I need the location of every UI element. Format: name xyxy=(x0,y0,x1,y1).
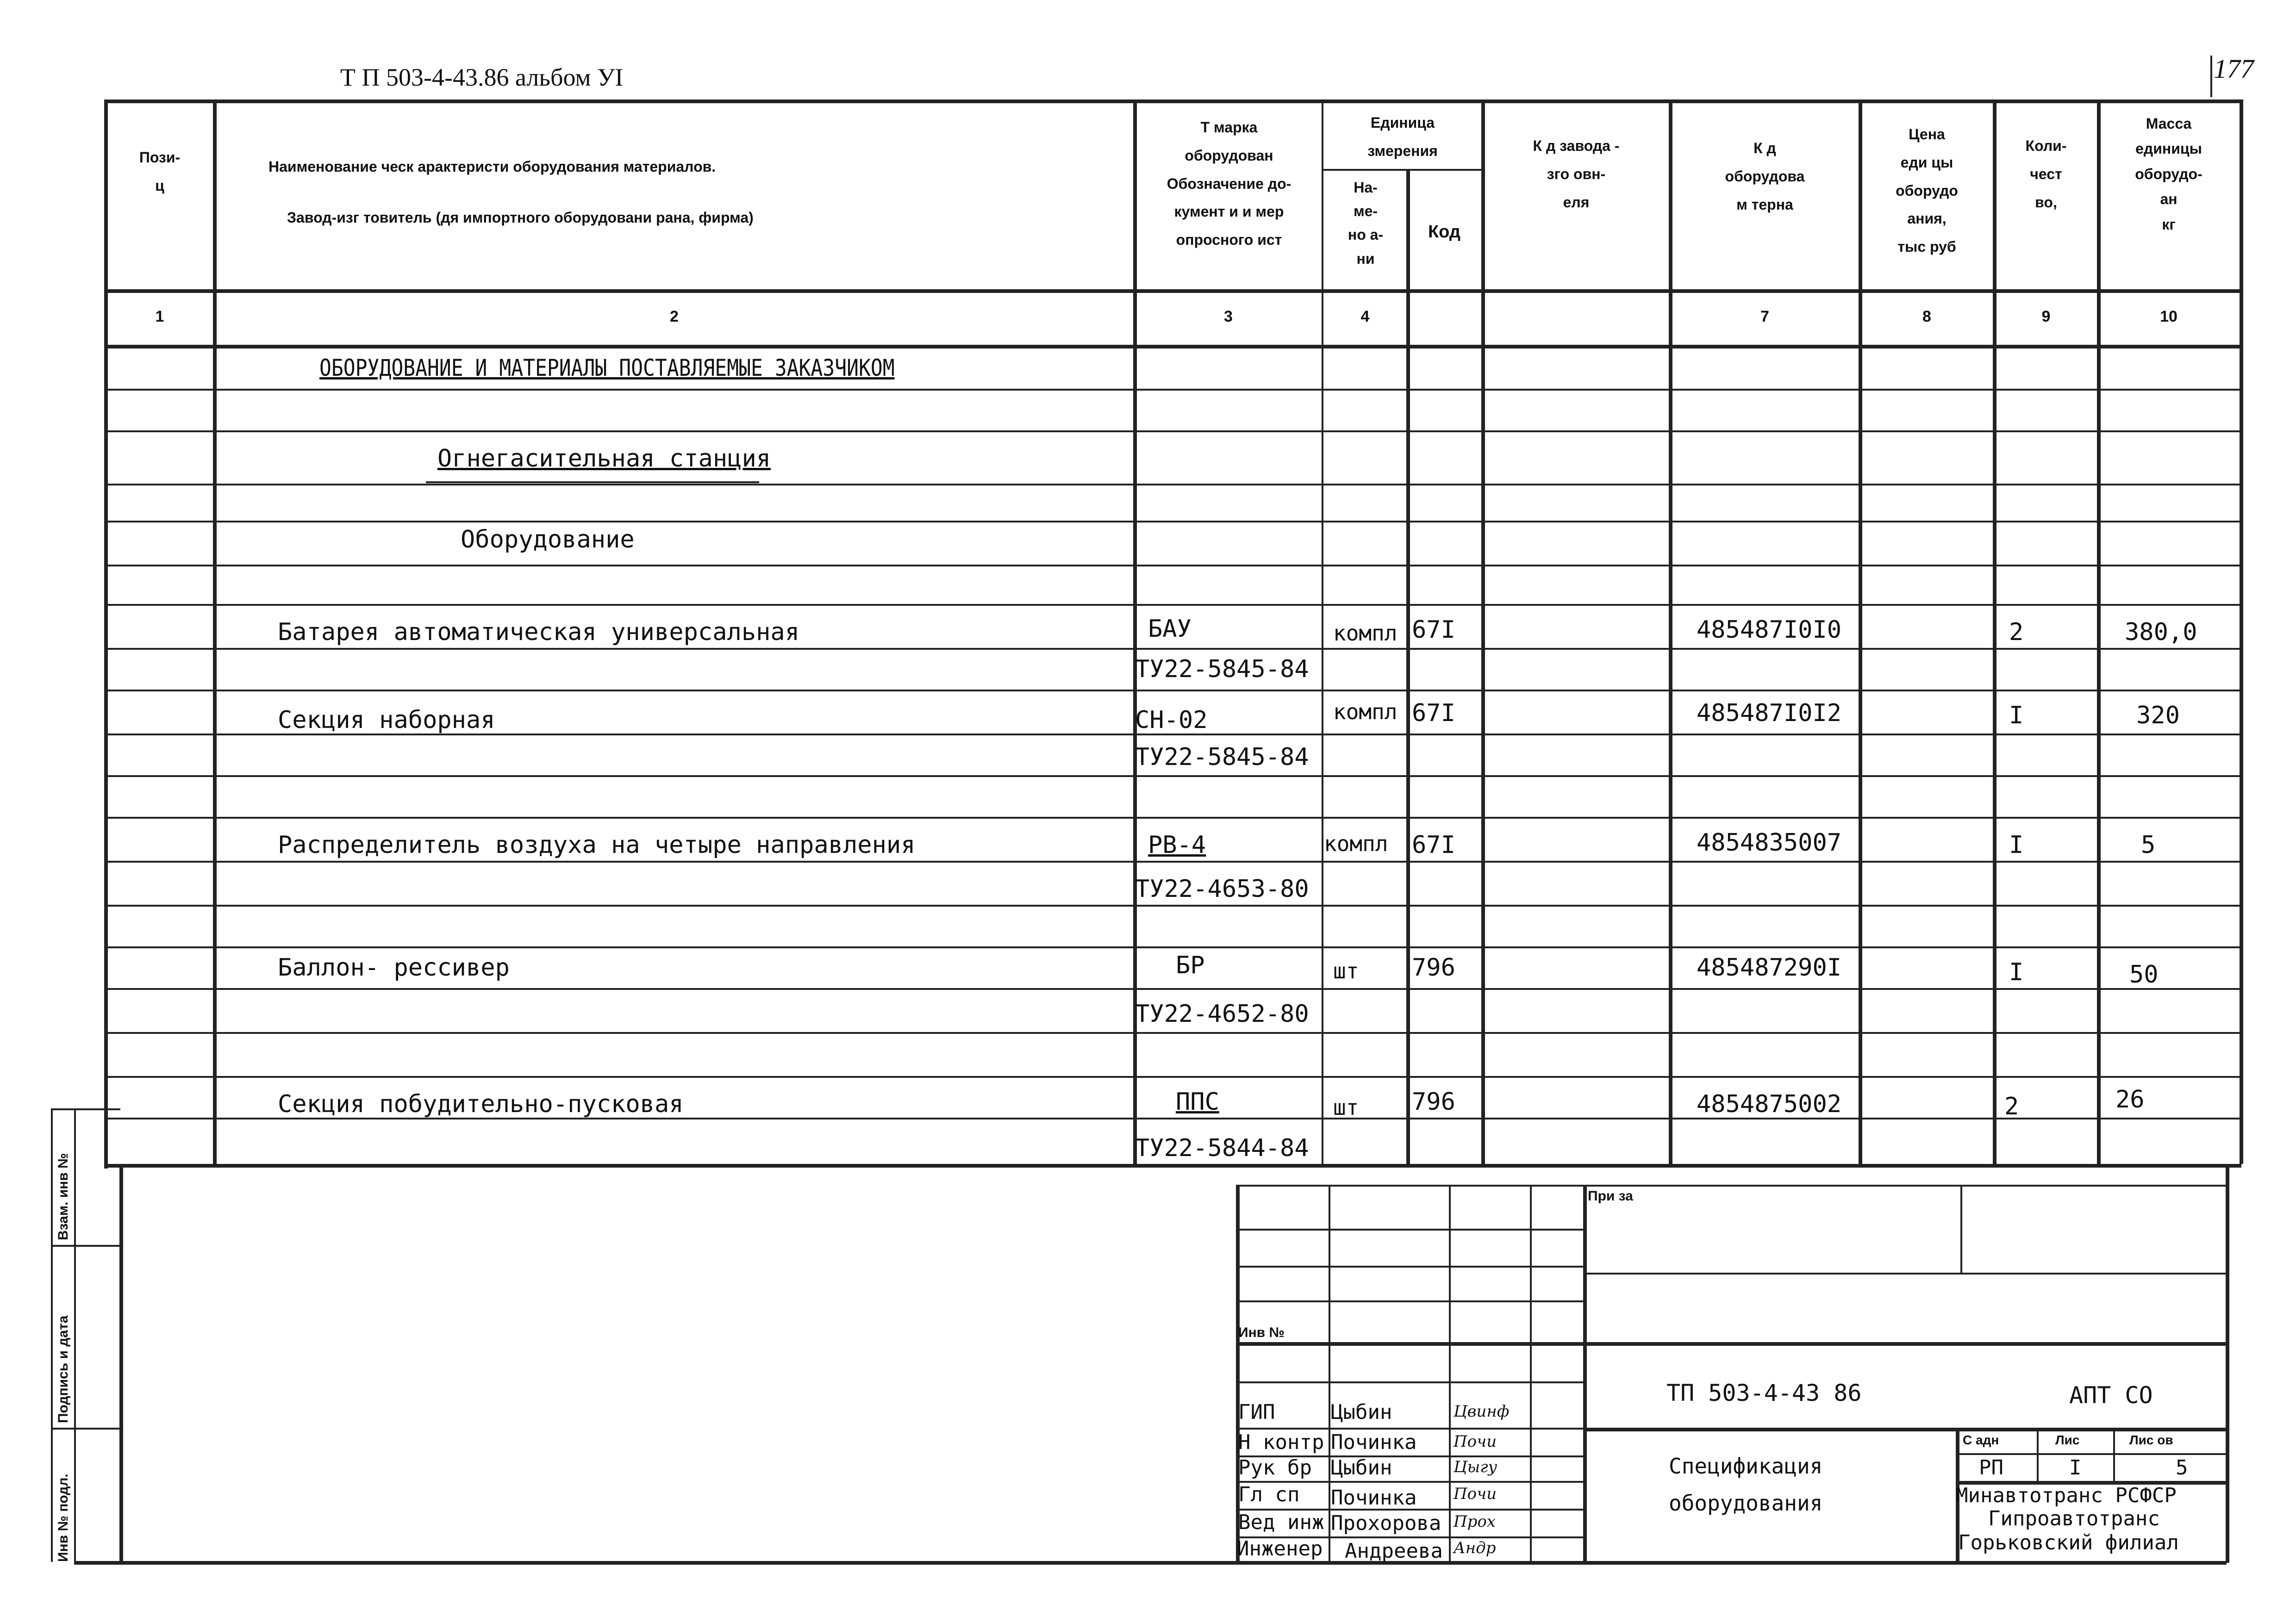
document-code: ТП 503-4-43 86 xyxy=(1666,1380,1862,1406)
item-quantity: 2 xyxy=(2009,618,2024,646)
signature: Почи xyxy=(1454,1485,1497,1503)
item-quantity: 2 xyxy=(2004,1093,2019,1120)
item-equipment-code: 485487290I xyxy=(1697,954,1842,982)
item-unit: шт xyxy=(1333,1095,1359,1120)
person: Прохорова xyxy=(1331,1511,1441,1535)
item-mass: 50 xyxy=(2129,961,2159,989)
col-header-mass: Масса единицы оборудо- ан кг xyxy=(2135,115,2202,233)
person: Цыбин xyxy=(1331,1456,1392,1480)
item-equipment-code: 4854835007 xyxy=(1697,829,1842,857)
item-doc: ТУ22-4653-80 xyxy=(1135,875,1309,903)
document-title-line1: Спецификация xyxy=(1669,1454,1823,1479)
col-header-name-line2: Завод-изг товитель (дя импортного оборудовани рана, фирма) xyxy=(287,209,754,226)
sheet-value: I xyxy=(2069,1456,2082,1480)
item-mass: 26 xyxy=(2115,1086,2145,1113)
item-name: Баллон- рессивер xyxy=(278,954,510,982)
col-header-factory-code: К д завода - зго овн- еля xyxy=(1533,137,1620,211)
side-label-inv-original: Инв № подл. xyxy=(56,1474,71,1562)
item-name: Распределитель воздуха на четыре направления xyxy=(278,831,916,859)
role: Н контр xyxy=(1238,1430,1324,1454)
item-unit: шт xyxy=(1333,958,1359,983)
item-doc: ТУ22-5845-84 xyxy=(1135,743,1309,771)
item-doc: ТУ22-5845-84 xyxy=(1135,655,1309,683)
item-equipment-code: 485487I0I0 xyxy=(1697,616,1842,644)
item-type: БАУ xyxy=(1148,615,1192,643)
person: Андреева xyxy=(1345,1539,1443,1563)
sheet-code: АПТ СО xyxy=(2069,1382,2153,1409)
signature: Почи xyxy=(1454,1432,1497,1451)
col-header-type: Т марка оборудован Обозначение до- кумент и и мер опросного ист xyxy=(1167,119,1292,249)
col-header-unit-code: Код xyxy=(1428,222,1461,242)
page-number-mark xyxy=(2210,56,2212,97)
sheet-header: Лис xyxy=(2055,1433,2080,1447)
stage-value: РП xyxy=(1979,1456,2003,1480)
item-code: 67I xyxy=(1412,616,1455,644)
item-quantity: I xyxy=(2009,831,2024,859)
organization-line1: Минавтотранс РСФСР xyxy=(1956,1484,2177,1507)
item-mass: 380,0 xyxy=(2125,618,2197,646)
col-number: 1 xyxy=(155,308,164,325)
item-doc: ТУ22-5844-84 xyxy=(1135,1134,1309,1162)
side-label-replaced-inv: Взам. инв № xyxy=(56,1153,71,1240)
col-header-price: Цена еди цы оборудо ания, тыс руб xyxy=(1896,126,1958,255)
item-unit: компл xyxy=(1333,621,1398,646)
col-number: 10 xyxy=(2160,308,2177,325)
col-number: 7 xyxy=(1760,308,1769,325)
sheets-header: Лис ов xyxy=(2129,1433,2173,1447)
organization-line2: Гипроавтотранс xyxy=(1988,1507,2160,1530)
document-title-line2: оборудования xyxy=(1669,1491,1823,1516)
item-quantity: I xyxy=(2009,702,2024,729)
item-code: 67I xyxy=(1412,699,1455,727)
side-label-signature-date: Подпись и дата xyxy=(56,1315,71,1423)
signature: Цвинф xyxy=(1454,1402,1510,1421)
col-header-unit: Единица змерения xyxy=(1367,114,1438,159)
person: Цыбин xyxy=(1331,1400,1392,1424)
item-code: 796 xyxy=(1412,1088,1455,1116)
item-type: СН-02 xyxy=(1135,706,1208,734)
signature: Прох xyxy=(1454,1512,1496,1531)
col-header-position: Пози- ц xyxy=(139,149,181,194)
section-main-title: ОБОРУДОВАНИЕ И МАТЕРИАЛЫ ПОСТАВЛЯЕМЫЕ ЗАКАЗЧИКОМ xyxy=(319,354,895,381)
col-header-unit-name: На- ме- но а- ни xyxy=(1348,179,1384,267)
role: Вед инж xyxy=(1238,1511,1324,1534)
person: Починка xyxy=(1331,1486,1417,1510)
item-name: Секция наборная xyxy=(278,706,495,734)
item-unit: компл xyxy=(1324,831,1388,856)
col-header-name-line1: Наименование ческ арактеристи оборудования материалов. xyxy=(268,158,716,175)
page-number: 177 xyxy=(2214,54,2254,84)
item-mass: 5 xyxy=(2141,831,2156,859)
signature: Цыгу xyxy=(1454,1458,1497,1476)
col-number: 8 xyxy=(1922,308,1931,325)
item-equipment-code: 4854875002 xyxy=(1697,1090,1842,1118)
signature: Андр xyxy=(1454,1539,1496,1557)
col-header-equipment-code: К д оборудова м терна xyxy=(1725,140,1805,213)
item-name: Секция побудительно-пусковая xyxy=(278,1090,684,1118)
col-number: 3 xyxy=(1224,308,1233,325)
col-number: 4 xyxy=(1360,308,1370,325)
col-header-quantity: Коли- чест во, xyxy=(2025,137,2067,211)
group-title: Оборудование xyxy=(461,526,635,553)
document-reference: Т П 503-4-43.86 альбом УI xyxy=(340,63,624,91)
sheets-value: 5 xyxy=(2176,1456,2188,1480)
subtitle-underline xyxy=(426,481,759,483)
role: Инженер xyxy=(1237,1537,1323,1561)
role: Гл сп xyxy=(1238,1483,1300,1506)
item-name: Батарея автоматическая универсальная xyxy=(278,618,800,646)
stage-header: С адн xyxy=(1963,1433,1999,1447)
section-subtitle: Огнегасительная станция xyxy=(437,445,771,473)
item-type: РВ-4 xyxy=(1148,831,1206,859)
col-number: 2 xyxy=(670,308,679,325)
person: Починка xyxy=(1331,1430,1417,1454)
item-type: БР xyxy=(1176,951,1205,979)
item-code: 67I xyxy=(1412,831,1455,859)
item-code: 796 xyxy=(1412,954,1455,982)
item-quantity: I xyxy=(2009,958,2024,986)
organization-line3: Горьковский филиал xyxy=(1958,1531,2179,1555)
item-doc: ТУ22-4652-80 xyxy=(1135,1000,1309,1028)
role: Рук бр xyxy=(1238,1456,1312,1480)
col-number: 9 xyxy=(2041,308,2051,325)
role: ГИП xyxy=(1238,1400,1275,1424)
item-unit: компл xyxy=(1333,699,1398,724)
inventory-label: Инв № xyxy=(1238,1325,1285,1340)
notes-label: При за xyxy=(1588,1188,1633,1204)
item-mass: 320 xyxy=(2136,702,2180,729)
item-type: ППС xyxy=(1176,1088,1219,1116)
item-equipment-code: 485487I0I2 xyxy=(1697,699,1842,727)
